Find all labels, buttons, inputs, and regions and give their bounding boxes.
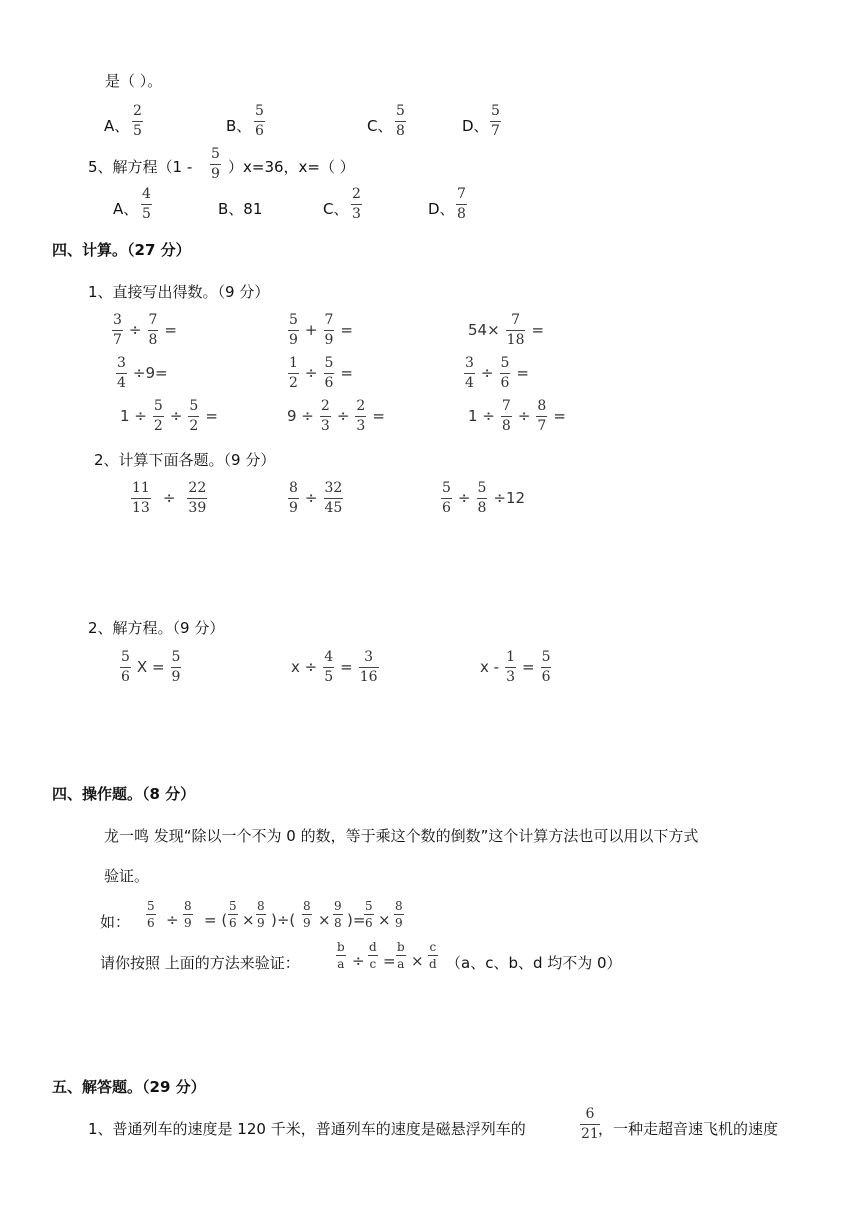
denominator: 9 [289, 332, 298, 348]
calc-1-frac-0 [131, 480, 151, 517]
ex-frac-4 [256, 899, 266, 930]
fraction-bar [395, 121, 406, 122]
numerator: 5 [255, 103, 264, 119]
fraction-bar [323, 667, 334, 668]
equation-3-text-0: x - [480, 658, 500, 676]
numerator: 8 [395, 899, 403, 913]
ex-frac-7 [364, 899, 374, 930]
denominator: 6 [255, 123, 264, 139]
numerator: 5 [396, 103, 405, 119]
verify-label: 请你按照 上面的方法来验证： [100, 954, 300, 972]
direct-r3c3-text-2: ÷ [517, 407, 531, 425]
equation-1-frac-0 [120, 649, 131, 686]
direct-r2c3-frac-0 [464, 355, 475, 392]
direct-r3c1-frac-1 [153, 398, 164, 435]
fraction-bar [288, 330, 299, 331]
ops-description-line2: 验证。 [104, 867, 150, 885]
direct-r3c2-text-2: ÷ [336, 407, 350, 425]
direct-r2c2-frac-2 [324, 355, 335, 392]
fraction-bar [324, 373, 335, 374]
verify-note: （a、c、b、d 均不为 0） [446, 954, 622, 972]
q4-option-c-label: C、 [367, 117, 393, 135]
q1-prefix: 1、普通列车的速度是 120 千米，普通列车的速度是磁悬浮列车的 [88, 1120, 526, 1138]
denominator: 6 [229, 916, 237, 930]
denominator: 3 [356, 418, 366, 434]
numerator: 5 [153, 398, 163, 414]
fraction-bar [188, 416, 199, 417]
direct-r3c3-text-0: 1 ÷ [468, 407, 495, 425]
fraction-bar [541, 667, 552, 668]
direct-r2c2-frac-0 [288, 355, 299, 392]
direct-r2c1-text-1: ÷9= [132, 364, 168, 382]
calc-2-frac-0 [288, 480, 299, 517]
numerator: 8 [257, 899, 265, 913]
denominator: 7 [491, 123, 500, 139]
fraction-bar [456, 204, 467, 205]
q1-suffix: ，一种走超音速飞机的速度 [598, 1120, 779, 1138]
direct-r2c1-frac-0 [116, 355, 127, 392]
fraction-bar [364, 914, 374, 915]
numerator: 5 [211, 146, 220, 162]
fraction-bar [112, 330, 123, 331]
numerator: 4 [324, 649, 334, 665]
ex-frac-1 [146, 899, 156, 930]
denominator: 9 [257, 916, 265, 930]
numerator: 6 [585, 1106, 595, 1122]
numerator: 5 [289, 312, 298, 328]
fraction-bar [320, 416, 331, 417]
equation-2-text-0: x ÷ [291, 658, 318, 676]
numerator: 5 [442, 480, 451, 496]
verify-frac-1 [336, 940, 346, 971]
fraction-bar [148, 330, 159, 331]
numerator: 2 [352, 186, 361, 202]
calc-3-frac-0 [441, 480, 452, 517]
section-ops-title: 四、操作题。（8 分） [52, 785, 196, 803]
q5-option-b-label: B、81 [218, 200, 263, 218]
numerator: 5 [477, 480, 487, 496]
denominator: 9 [211, 166, 220, 182]
q4-option-b-fraction [254, 103, 265, 140]
denominator: 8 [334, 916, 342, 930]
numerator: 5 [147, 899, 155, 913]
numerator: 5 [121, 649, 130, 665]
fraction-bar [254, 121, 265, 122]
direct-r3c2-frac-3 [355, 398, 366, 435]
q5-option-a-fraction [141, 186, 152, 223]
numerator: c [429, 940, 437, 954]
numerator: 5 [491, 103, 500, 119]
numerator: 7 [501, 398, 511, 414]
numerator: 9 [334, 899, 342, 913]
denominator: 9 [324, 332, 334, 348]
q4-option-c-fraction [395, 103, 406, 140]
direct-r1c1-text-3: = [164, 321, 177, 339]
denominator: 5 [324, 669, 334, 685]
numerator: 7 [324, 312, 334, 328]
denominator: 2 [289, 375, 298, 391]
denominator: c [369, 957, 377, 971]
equation-3-frac-1 [505, 649, 516, 686]
denominator: 18 [506, 332, 525, 348]
fraction-bar [333, 914, 343, 915]
equation-3-text-2: = [521, 658, 535, 676]
direct-r3c2-text-0: 9 ÷ [287, 407, 314, 425]
numerator: 5 [500, 355, 510, 371]
denominator: 7 [537, 418, 547, 434]
denominator: 6 [147, 916, 155, 930]
ex-frac-2 [183, 899, 193, 930]
section-4-title: 四、计算。（27 分） [52, 241, 191, 259]
equation-2-frac-3 [359, 649, 379, 686]
numerator: b [337, 940, 345, 954]
fraction-bar [490, 121, 501, 122]
fraction-bar [500, 373, 511, 374]
denominator: 6 [442, 500, 451, 516]
q4-option-a-label: A、 [104, 117, 130, 135]
section-5-title: 五、解答题。（29 分） [52, 1078, 206, 1096]
direct-r2c2-text-1: ÷ [304, 364, 318, 382]
ex-div-1: ÷ [166, 911, 179, 929]
numerator: 7 [457, 186, 466, 202]
direct-r1c3-frac-1 [506, 312, 526, 349]
numerator: 1 [289, 355, 298, 371]
calc-1-frac-2 [187, 480, 207, 517]
q5-prefix: 5、解方程（1 - [88, 158, 193, 176]
denominator: 5 [142, 206, 151, 222]
direct-r2c2-text-3: = [340, 364, 353, 382]
fraction-bar [355, 416, 366, 417]
verify-frac-2 [368, 940, 378, 971]
fraction-bar [171, 667, 182, 668]
numerator: 5 [324, 355, 334, 371]
calc-2-text-1: ÷ [304, 489, 318, 507]
denominator: 8 [396, 123, 405, 139]
denominator: 2 [153, 418, 163, 434]
direct-r1c1-frac-2 [148, 312, 159, 349]
denominator: 7 [113, 332, 122, 348]
denominator: 6 [324, 375, 334, 391]
numerator: 8 [289, 480, 298, 496]
fraction-bar [324, 498, 344, 499]
denominator: a [397, 957, 405, 971]
ops-description-line1: 龙一鸣 发现“除以一个不为 0 的数，等于乘这个数的倒数”这个计算方法也可以用以下方式 [104, 827, 699, 845]
direct-r3c1-text-0: 1 ÷ [120, 407, 147, 425]
numerator: 3 [113, 312, 122, 328]
denominator: 6 [365, 916, 373, 930]
numerator: 3 [465, 355, 474, 371]
denominator: 9 [289, 500, 298, 516]
numerator: 8 [184, 899, 192, 913]
denominator: 8 [477, 500, 487, 516]
numerator: b [397, 940, 405, 954]
direct-r1c3-text-2: = [531, 321, 545, 339]
fraction-bar [351, 204, 362, 205]
denominator: d [429, 957, 437, 971]
direct-r1c2-frac-2 [324, 312, 335, 349]
direct-r3c1-frac-3 [188, 398, 199, 435]
numerator: 7 [511, 312, 521, 328]
direct-r2c3-frac-2 [500, 355, 511, 392]
denominator: 6 [541, 669, 551, 685]
numerator: 4 [142, 186, 151, 202]
direct-r3c3-text-4: = [553, 407, 566, 425]
fraction-bar [464, 373, 475, 374]
fraction-bar [441, 498, 452, 499]
fraction-bar [536, 416, 547, 417]
denominator: 4 [465, 375, 474, 391]
denominator: 9 [395, 916, 403, 930]
verify-eq: = [383, 952, 396, 970]
q4-option-d-label: D、 [462, 117, 489, 135]
fraction-bar [288, 373, 299, 374]
direct-r1c2-text-3: = [340, 321, 353, 339]
numerator: 11 [132, 480, 150, 496]
numerator: 5 [229, 899, 237, 913]
numerator: 5 [365, 899, 373, 913]
numerator: 2 [133, 103, 142, 119]
fraction-bar [116, 373, 127, 374]
ex-mul-3: × [378, 911, 391, 929]
ex-frac-8 [394, 899, 404, 930]
fraction-bar [187, 498, 207, 499]
denominator: 2 [189, 418, 199, 434]
direct-r1c1-text-1: ÷ [128, 321, 142, 339]
q4-option-d-fraction [490, 103, 501, 140]
fraction-bar [428, 955, 438, 956]
direct-r3c2-frac-1 [320, 398, 331, 435]
fraction-bar [288, 498, 299, 499]
q5-option-c-fraction [351, 186, 362, 223]
fraction-bar [477, 498, 488, 499]
ex-mul-2: × [318, 911, 331, 929]
denominator: 6 [121, 669, 130, 685]
ex-frac-5 [302, 899, 312, 930]
calc-2-frac-2 [324, 480, 344, 517]
calc-3-text-1: ÷ [457, 489, 471, 507]
ex-frac-6 [333, 899, 343, 930]
direct-r3c2-text-4: = [372, 407, 385, 425]
denominator: 9 [303, 916, 311, 930]
q4-option-a-fraction [132, 103, 143, 140]
numerator: 7 [148, 312, 158, 328]
ex-close-div-open: )÷( [271, 911, 296, 929]
verify-frac-3 [396, 940, 406, 971]
q5-suffix: ）x=36，x=（ ） [228, 158, 355, 176]
denominator: 6 [500, 375, 510, 391]
fraction-bar [132, 121, 143, 122]
direct-r3c3-frac-3 [536, 398, 547, 435]
denominator: 45 [324, 500, 343, 516]
equation-1-frac-2 [171, 649, 182, 686]
verify-frac-4 [428, 940, 438, 971]
fraction-bar [336, 955, 346, 956]
fraction-bar [394, 914, 404, 915]
denominator: 3 [352, 206, 361, 222]
numerator: 2 [356, 398, 366, 414]
equation-2-frac-1 [323, 649, 334, 686]
fraction-bar [120, 667, 131, 668]
fraction-bar [506, 330, 526, 331]
numerator: 5 [541, 649, 551, 665]
direct-r1c2-frac-0 [288, 312, 299, 349]
denominator: 8 [501, 418, 511, 434]
direct-r1c1-frac-0 [112, 312, 123, 349]
numerator: 32 [324, 480, 343, 496]
verify-mul: × [411, 952, 424, 970]
denominator: 4 [117, 375, 126, 391]
numerator: 22 [188, 480, 207, 496]
fraction-bar [302, 914, 312, 915]
q4-option-b-label: B、 [226, 117, 252, 135]
numerator: 3 [364, 649, 374, 665]
direct-r3c3-frac-1 [501, 398, 512, 435]
numerator: d [369, 940, 377, 954]
fraction-bar [141, 204, 152, 205]
calc-3-frac-2 [477, 480, 488, 517]
direct-r2c3-text-1: ÷ [480, 364, 494, 382]
denominator: 13 [132, 500, 150, 516]
ex-frac-3 [228, 899, 238, 930]
denominator: 9 [184, 916, 192, 930]
denominator: 39 [188, 500, 207, 516]
equation-3-frac-3 [541, 649, 552, 686]
direct-r3c1-text-2: ÷ [169, 407, 183, 425]
fraction-bar [368, 955, 378, 956]
fraction-bar [146, 914, 156, 915]
numerator: 5 [189, 398, 199, 414]
denominator: 21 [581, 1126, 599, 1142]
q5-option-c-label: C、 [323, 200, 349, 218]
fraction-bar [396, 955, 406, 956]
fraction-bar [505, 667, 516, 668]
fraction-bar [256, 914, 266, 915]
denominator: 3 [506, 669, 515, 685]
verify-div: ÷ [352, 952, 365, 970]
ex-close-eq: )= [347, 911, 366, 929]
denominator: 16 [359, 669, 378, 685]
q4-tail-text: 是（ ）。 [105, 72, 163, 90]
fraction-bar [580, 1124, 600, 1125]
fraction-bar [501, 416, 512, 417]
fraction-bar [210, 164, 221, 165]
sub-heading-calc: 2、计算下面各题。（9 分） [94, 451, 276, 469]
numerator: 1 [506, 649, 515, 665]
direct-r3c1-text-4: = [205, 407, 218, 425]
denominator: 5 [133, 123, 142, 139]
numerator: 2 [320, 398, 330, 414]
ex-mul-1: × [242, 911, 255, 929]
direct-r1c3-text-0: 54× [468, 321, 500, 339]
calc-1-text-1: ÷ [162, 489, 176, 507]
ex-eq-open: = ( [204, 911, 228, 929]
q5-option-d-fraction [456, 186, 467, 223]
direct-r1c2-text-1: + [304, 321, 318, 339]
example-label: 如： [100, 913, 131, 931]
sub-heading-direct: 1、直接写出得数。（9 分） [88, 283, 270, 301]
denominator: a [337, 957, 345, 971]
denominator: 9 [171, 669, 181, 685]
numerator: 5 [171, 649, 181, 665]
denominator: 8 [457, 206, 466, 222]
fraction-bar [228, 914, 238, 915]
fraction-bar [183, 914, 193, 915]
denominator: 3 [320, 418, 330, 434]
q5-fraction [210, 146, 221, 183]
denominator: 8 [148, 332, 158, 348]
calc-3-text-3: ÷12 [493, 489, 526, 507]
fraction-bar [153, 416, 164, 417]
numerator: 3 [117, 355, 126, 371]
numerator: 8 [537, 398, 547, 414]
sub-heading-equations: 2、解方程。（9 分） [88, 619, 225, 637]
fraction-bar [324, 330, 335, 331]
q5-option-d-label: D、 [428, 200, 455, 218]
q5-option-a-label: A、 [113, 200, 139, 218]
direct-r2c3-text-3: = [516, 364, 529, 382]
numerator: 8 [303, 899, 311, 913]
equation-2-text-2: = [340, 658, 353, 676]
q1-fraction [580, 1106, 600, 1143]
fraction-bar [359, 667, 379, 668]
fraction-bar [131, 498, 151, 499]
equation-1-text-1: X = [136, 658, 165, 676]
